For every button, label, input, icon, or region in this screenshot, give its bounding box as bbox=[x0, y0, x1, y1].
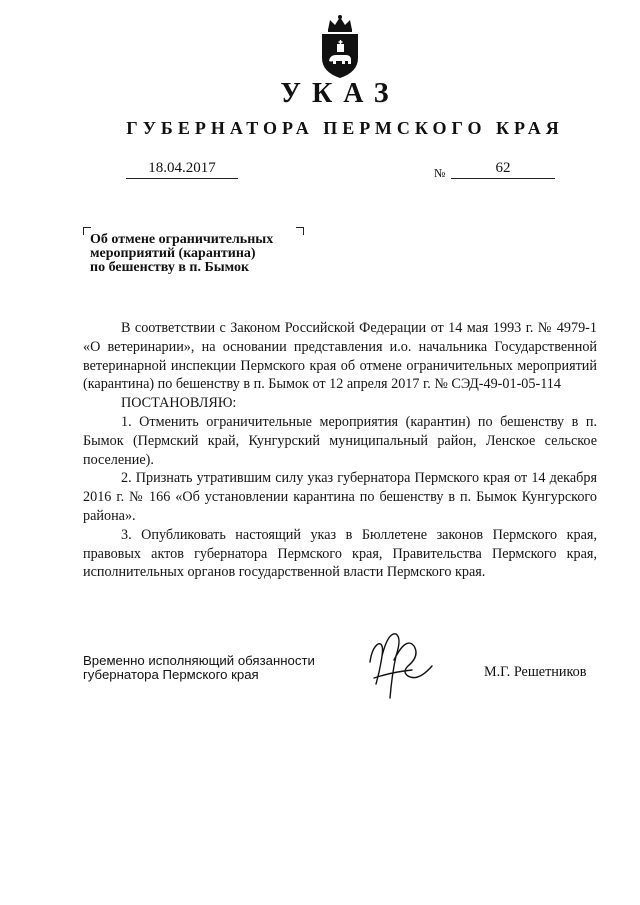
decree-heading bbox=[90, 233, 310, 275]
decree-item: 3. Опубликовать настоящий указ в Бюллетене законов Пермского края, правовых актов губернатора Пермского края, Правительства Пермского края, исполнительных органов государственной власти Пермского края. bbox=[83, 526, 597, 581]
preamble-paragraph: В соответствии с Законом Российской Федерации от 14 мая 1993 г. № 4979-1 «О ветеринарии», на основании представления и.о. начальника Государственной ветеринарной инспекции Пермского края об отмене ограничительных мероприятий (карантина) по бешенству в п. Бымок от 12 апреля 2017 г. № СЭД-49-01-05-114 bbox=[83, 320, 597, 393]
signatory-name: М.Г. Решетников bbox=[484, 664, 587, 680]
document-date: 18.04.2017 bbox=[126, 160, 238, 179]
signatory-position-line: губернатора Пермского края bbox=[83, 667, 259, 682]
heading-line: Об отмене ограничительных bbox=[90, 232, 274, 247]
signatory-position bbox=[83, 654, 343, 682]
decree-item: 2. Признать утратившим силу указ губернатора Пермского края от 14 декабря 2016 г. № 166 «Об установлении карантина по бешенству в п. Бымок Кунгурского района». bbox=[83, 470, 597, 524]
decree-body bbox=[83, 319, 597, 582]
document-subtitle: ГУБЕРНАТОРА ПЕРМСКОГО КРАЯ bbox=[126, 118, 564, 138]
resolve-word: ПОСТАНОВЛЯЮ: bbox=[121, 395, 237, 412]
handwritten-signature bbox=[362, 626, 440, 706]
signatory-position-line: Временно исполняющий обязанности bbox=[83, 653, 315, 668]
document-number-label: № bbox=[434, 166, 446, 180]
heading-line: мероприятий (карантина) bbox=[90, 246, 256, 261]
heading-line: по бешенству в п. Бымок bbox=[90, 260, 250, 275]
decree-item: 1. Отменить ограничительные мероприятия (карантин) по бешенству в п. Бымок (Пермский край, Кунгурский муниципальный район, Ленское сельское поселение). bbox=[83, 413, 597, 468]
document-number: 62 bbox=[451, 160, 555, 179]
coat-of-arms-icon bbox=[318, 14, 362, 80]
document-title: УКАЗ bbox=[280, 78, 400, 109]
